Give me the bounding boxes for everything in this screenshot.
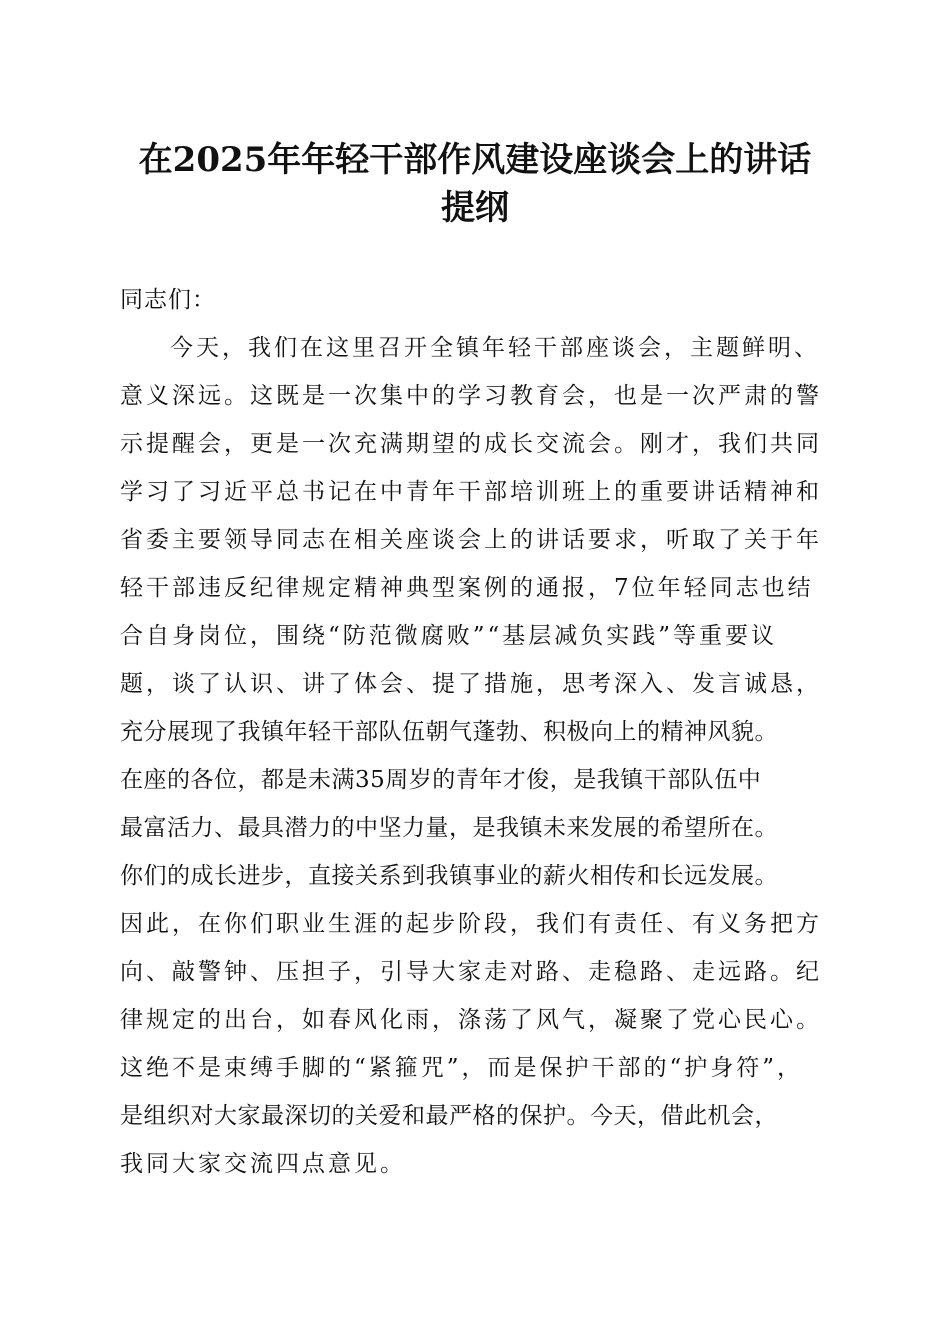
paragraph-line: 示提醒会，更是一次充满期望的成长交流会。刚才，我们共同 — [120, 431, 822, 457]
paragraph-line: 意义深远。这既是一次集中的学习教育会，也是一次严肃的警 — [120, 383, 822, 409]
paragraph-line: 题，谈了认识、讲了体会、提了措施，思考深入、发言诚恳， — [120, 671, 822, 697]
paragraph-line: 今天，我们在这里召开全镇年轻干部座谈会，主题鲜明、 — [170, 335, 820, 361]
paragraph-line: 是组织对大家最深切的关爱和最严格的保护。今天，借此机会， — [120, 1103, 778, 1129]
paragraph-line: 轻干部违反纪律规定精神典型案例的通报，7位年轻同志也结 — [120, 575, 814, 601]
paragraph-line: 向、敲警钟、压担子，引导大家走对路、走稳路、走远路。纪 — [120, 959, 822, 985]
paragraph-line: 省委主要领导同志在相关座谈会上的讲话要求，听取了关于年 — [120, 527, 822, 553]
paragraph-line: 在座的各位，都是未满35周岁的青年才俊，是我镇干部队伍中 — [120, 767, 762, 793]
title-line-1: 在2025年年轻干部作风建设座谈会上的讲话 — [138, 140, 812, 180]
paragraph-line: 律规定的出台，如春风化雨，涤荡了风气，凝聚了党心民心。 — [120, 1007, 822, 1033]
paragraph-line: 你们的成长进步，直接关系到我镇事业的薪火相传和长远发展。 — [120, 863, 778, 889]
paragraph-line: 因此，在你们职业生涯的起步阶段，我们有责任、有义务把方 — [120, 911, 822, 937]
paragraph-line: 学习了习近平总书记在中青年干部培训班上的重要讲话精神和 — [120, 479, 822, 505]
document-body — [120, 276, 840, 1188]
paragraph-line: 合自身岗位，围绕“防范微腐败”“基层减负实践”等重要议 — [120, 623, 778, 649]
document-title — [100, 136, 850, 232]
salutation: 同志们： — [120, 287, 216, 313]
paragraph-line: 最富活力、最具潜力的中坚力量，是我镇未来发展的希望所在。 — [120, 815, 778, 841]
paragraph-line: 我同大家交流四点意见。 — [120, 1151, 406, 1177]
title-line-2: 提纲 — [441, 188, 509, 228]
paragraph-line: 充分展现了我镇年轻干部队伍朝气蓬勃、积极向上的精神风貌。 — [120, 719, 778, 745]
paragraph-line: 这绝不是束缚手脚的“紧箍咒”，而是保护干部的“护身符”， — [120, 1055, 804, 1081]
